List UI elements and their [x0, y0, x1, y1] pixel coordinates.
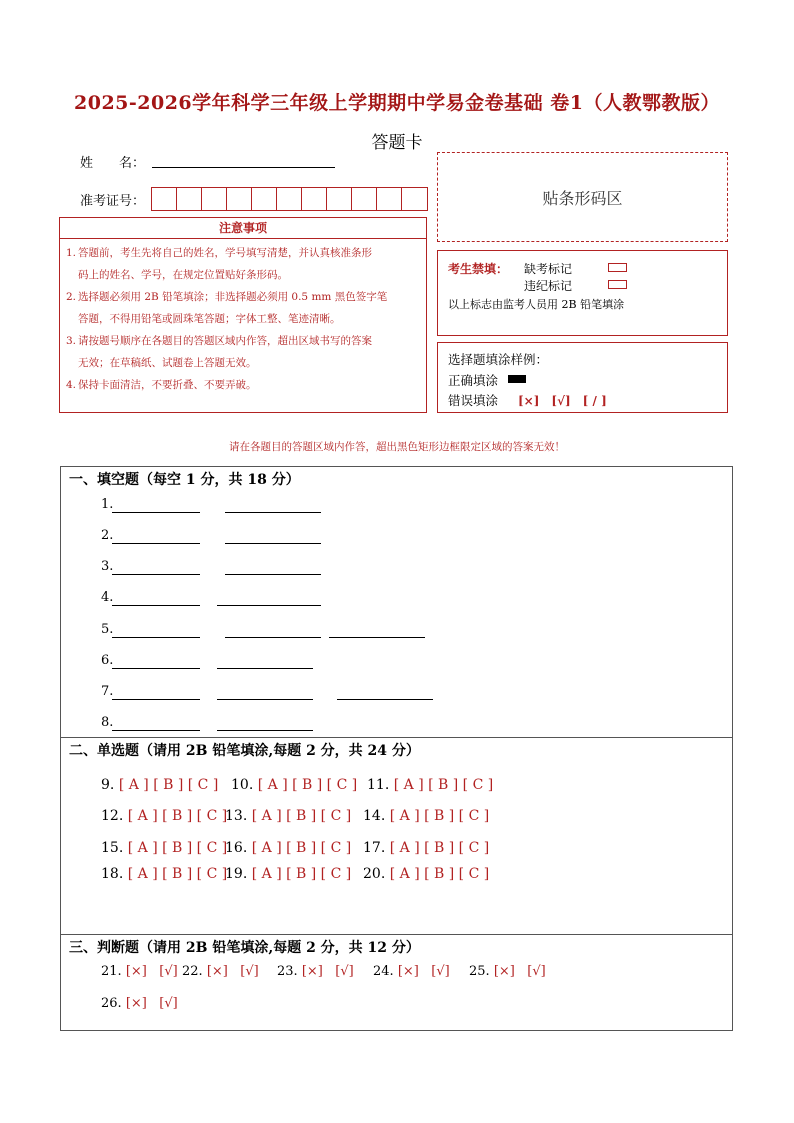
answer-blank[interactable]	[112, 605, 200, 606]
notice-heading: 注意事项	[60, 218, 426, 239]
page-subtitle: 答题卡	[371, 133, 423, 153]
section2-title: 二、单选题（请用 2B 铅笔填涂,每题 2 分，共 24 分）	[69, 743, 420, 759]
single-choice-section	[60, 737, 733, 935]
answer-blank[interactable]	[217, 605, 321, 606]
question-number: 7.	[101, 684, 114, 699]
forbid-label: 考生禁填：	[448, 262, 509, 276]
answer-blank[interactable]	[225, 574, 321, 575]
choice-q9[interactable]: 9. [ A ] [ B ] [ C ]	[101, 777, 219, 793]
wrong-fill-label: 错误填涂	[448, 393, 499, 408]
choice-q14[interactable]: 14. [ A ] [ B ] [ C ]	[363, 808, 490, 824]
forbid-note: 以上标志由监考人员用 2B 铅笔填涂	[448, 298, 625, 311]
answer-blank[interactable]	[112, 668, 200, 669]
absent-checkbox[interactable]	[608, 263, 627, 272]
warning-text: 请在各题目的答题区域内作答，超出黑色矩形边框限定区域的答案无效！	[229, 441, 565, 453]
blank-row-5	[101, 622, 113, 637]
choice-q13[interactable]: 13. [ A ] [ B ] [ C ]	[225, 808, 352, 824]
choice-q19[interactable]: 19. [ A ] [ B ] [ C ]	[225, 866, 352, 882]
answer-blank[interactable]	[112, 574, 200, 575]
choice-q15[interactable]: 15. [ A ] [ B ] [ C ]	[101, 840, 228, 856]
judge-q26[interactable]: 26. [×] [√]	[101, 996, 178, 1011]
judge-q21[interactable]: 21. [×] [√]	[101, 964, 178, 979]
blank-row-8	[101, 715, 113, 730]
wrong-fill-marks: [×] [√] [ / ]	[518, 394, 607, 408]
answer-blank[interactable]	[217, 730, 313, 731]
blank-row-2	[101, 528, 113, 543]
choice-q16[interactable]: 16. [ A ] [ B ] [ C ]	[225, 840, 352, 856]
question-number: 4.	[101, 590, 114, 605]
choice-q20[interactable]: 20. [ A ] [ B ] [ C ]	[363, 866, 490, 882]
question-number: 3.	[101, 559, 114, 574]
id-label: 准考证号：	[80, 194, 146, 209]
page-title: 2025-2026学年科学三年级上学期期中学易金卷基础 卷1（人教鄂教版）	[74, 92, 720, 114]
notice-item: 2. 选择题必须用 2B 铅笔填涂；非选择题必须用 0.5 mm 黑色签字笔 答题，不得用铅笔或圆珠笔答题；字体工整、笔迹清晰。	[66, 291, 388, 325]
answer-blank[interactable]	[112, 730, 200, 731]
section1-title: 一、填空题（每空 1 分，共 18 分）	[69, 472, 300, 488]
blank-row-4	[101, 590, 113, 605]
blank-row-6	[101, 653, 113, 668]
notice-item: 1. 答题前，考生先将自己的姓名，学号填写清楚，并认真核准条形 码上的姓名、学号，在规定位置贴好条形码。	[66, 247, 372, 281]
answer-blank[interactable]	[225, 543, 321, 544]
answer-blank[interactable]	[217, 668, 313, 669]
absent-label: 缺考标记	[524, 262, 573, 276]
choice-q10[interactable]: 10. [ A ] [ B ] [ C ]	[231, 777, 358, 793]
correct-fill-label: 正确填涂	[448, 373, 499, 388]
notice-box	[59, 217, 427, 413]
question-number: 2.	[101, 528, 114, 543]
answer-blank[interactable]	[329, 637, 425, 638]
blank-row-3	[101, 559, 113, 574]
choice-q18[interactable]: 18. [ A ] [ B ] [ C ]	[101, 866, 228, 882]
question-number: 6.	[101, 653, 114, 668]
answer-blank[interactable]	[112, 512, 200, 513]
blank-row-7	[101, 684, 113, 699]
name-field[interactable]	[152, 167, 335, 168]
judge-q24[interactable]: 24. [×] [√]	[373, 964, 450, 979]
barcode-area	[437, 152, 728, 242]
section3-title: 三、判断题（请用 2B 铅笔填涂,每题 2 分，共 12 分）	[69, 940, 420, 956]
violation-label: 违纪标记	[524, 279, 573, 293]
choice-q11[interactable]: 11. [ A ] [ B ] [ C ]	[367, 777, 494, 793]
choice-q17[interactable]: 17. [ A ] [ B ] [ C ]	[363, 840, 490, 856]
answer-blank[interactable]	[225, 637, 321, 638]
fill-sample-box	[437, 342, 728, 413]
question-number: 1.	[101, 497, 114, 512]
answer-blank[interactable]	[112, 699, 200, 700]
judge-q23[interactable]: 23. [×] [√]	[277, 964, 354, 979]
filled-mark-icon	[508, 375, 526, 383]
blank-row-1	[101, 497, 113, 512]
judge-q25[interactable]: 25. [×] [√]	[469, 964, 546, 979]
question-number: 5.	[101, 622, 114, 637]
barcode-label: 贴条形码区	[542, 188, 623, 208]
true-false-section	[60, 934, 733, 1031]
fill-blank-section	[60, 466, 733, 738]
violation-checkbox[interactable]	[608, 280, 627, 289]
answer-blank[interactable]	[217, 699, 313, 700]
judge-q22[interactable]: 22. [×] [√]	[182, 964, 259, 979]
question-number: 8.	[101, 715, 114, 730]
notice-item: 3. 请按题号顺序在各题目的答题区域内作答，超出区域书写的答案 无效；在草稿纸、试题卷上答题无效。	[66, 335, 372, 369]
answer-blank[interactable]	[112, 637, 200, 638]
id-number-boxes[interactable]	[151, 187, 428, 211]
name-label: 姓 名：	[80, 156, 146, 171]
choice-q12[interactable]: 12. [ A ] [ B ] [ C ]	[101, 808, 228, 824]
forbid-box	[437, 250, 728, 336]
answer-blank[interactable]	[337, 699, 433, 700]
answer-blank[interactable]	[112, 543, 200, 544]
sample-label: 选择题填涂样例：	[448, 352, 549, 367]
notice-item: 4. 保持卡面清洁，不要折叠、不要弄破。	[66, 379, 257, 391]
answer-blank[interactable]	[225, 512, 321, 513]
